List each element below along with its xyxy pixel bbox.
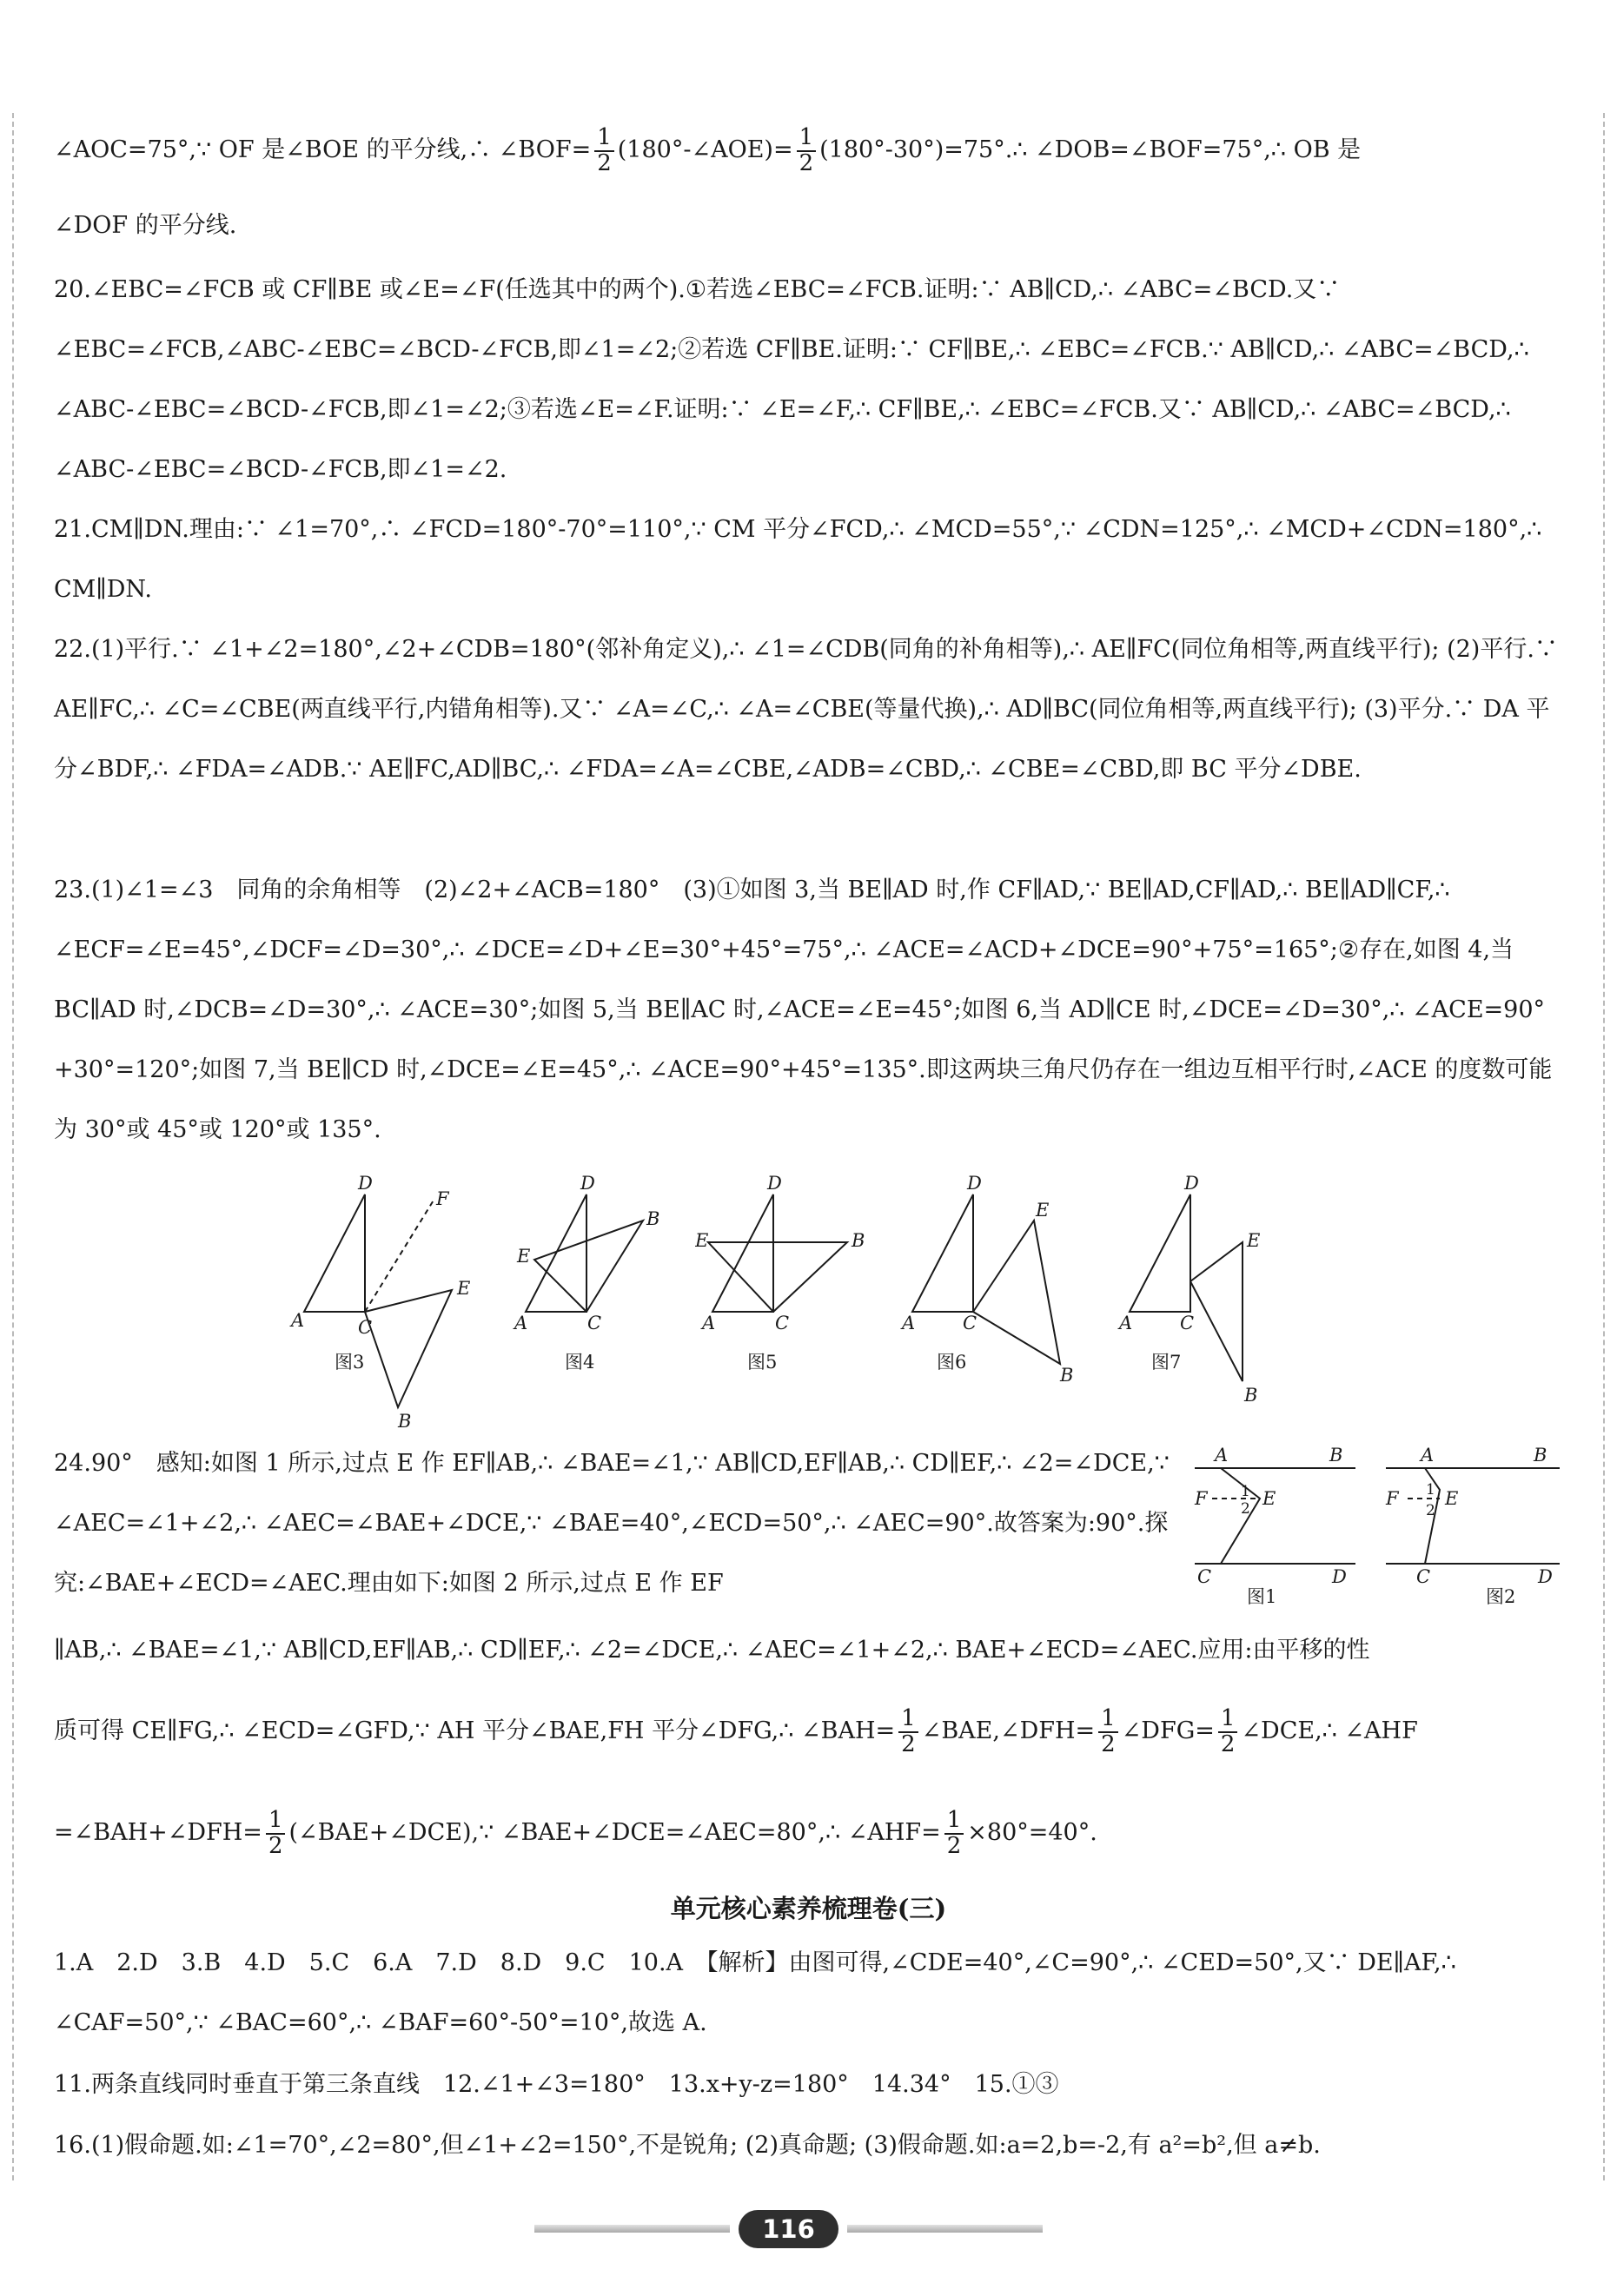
fig6-label-B: B <box>1060 1365 1074 1386</box>
fig4-label-B: B <box>646 1208 660 1229</box>
figure-7 <box>1112 1168 1329 1429</box>
fig1-label-F: F <box>1195 1488 1208 1509</box>
figure-3 <box>287 1168 504 1429</box>
fig2-caption: 图2 <box>1486 1586 1516 1607</box>
footer-bar-right <box>847 2225 1043 2233</box>
fig2-label-B: B <box>1534 1445 1547 1466</box>
fig1-label-C: C <box>1197 1566 1212 1587</box>
fig3-label-E: E <box>457 1278 471 1299</box>
fig4-label-D: D <box>580 1173 595 1194</box>
fig2-angle-2: 2 <box>1426 1502 1435 1519</box>
right-dashed-border <box>1603 113 1605 2180</box>
answer-19-line2: ∠DOF 的平分线. <box>54 212 237 239</box>
answer-16: 16.(1)假命题.如:∠1=70°,∠2=80°,但∠1+∠2=150°,不是锐角; (2)真命题; (3)假命题.如:a=2,b=-2,有 a²=b²,但 a≠b. <box>54 2132 1321 2159</box>
fraction: $\frac{1}{2}$ <box>1218 1707 1238 1757</box>
fig4-caption: 图4 <box>565 1352 595 1373</box>
fig2-angle-1: 1 <box>1426 1481 1435 1499</box>
fig5-label-C: C <box>775 1313 790 1333</box>
fig6-label-C: C <box>963 1313 977 1333</box>
fig2-label-F: F <box>1386 1488 1399 1509</box>
fraction: $\frac{1}{2}$ <box>266 1809 286 1858</box>
footer-bar-left <box>534 2225 730 2233</box>
page-footer <box>0 2207 1617 2250</box>
fig3-label-D: D <box>358 1173 373 1194</box>
answer-24-part3: 质可得 CE∥FG,∴ ∠ECD=∠GFD,∵ AH 平分∠BAE,FH 平分∠DFG,∴ ∠BAH= $\frac{1}{2}$ ∠BAE,∠DFH= $\frac{1}{2}$ ∠DFG= $\frac{1}{2}$ ∠DCE,∴ ∠AHF <box>54 1705 1418 1757</box>
fig3-label-C: C <box>358 1317 373 1338</box>
fig7-label-E: E <box>1247 1230 1261 1251</box>
fig4-label-E: E <box>517 1246 531 1267</box>
fig5-caption: 图5 <box>747 1352 778 1373</box>
fig2-label-C: C <box>1416 1566 1431 1587</box>
figures-3-to-7 <box>287 1168 1329 1429</box>
answer-24-part2: ∥AB,∴ ∠BAE=∠1,∵ AB∥CD,EF∥AB,∴ CD∥EF,∴ ∠2=∠DCE,∴ ∠AEC=∠1+∠2,∴ BAE+∠ECD=∠AEC.应用:由平移的性 <box>54 1637 1370 1664</box>
fig5-label-D: D <box>767 1173 782 1194</box>
fig6-label-E: E <box>1036 1200 1050 1221</box>
figure-6 <box>895 1168 1103 1429</box>
fig3-caption: 图3 <box>335 1352 365 1373</box>
answer-19: ∠AOC=75°,∵ OF 是∠BOE 的平分线,∴ ∠BOF= $\frac{1}{2}$ (180°-∠AOE)= $\frac{1}{2}$ (180°-30°)=75°.∴ ∠DOB=∠BOF=75°,∴ OB 是 <box>54 124 1362 176</box>
fig7-caption: 图7 <box>1151 1352 1182 1373</box>
fig2-label-D: D <box>1538 1566 1553 1587</box>
section-title: 单元核心素养梳理卷(三) <box>670 1894 947 1923</box>
fig5-label-E: E <box>695 1230 709 1251</box>
fig1-label-B: B <box>1329 1445 1343 1466</box>
figure-1 <box>1186 1442 1368 1616</box>
fraction: $\frac{1}{2}$ <box>944 1809 964 1858</box>
fig6-caption: 图6 <box>937 1352 967 1373</box>
answer-22: 22.(1)平行.∵ ∠1+∠2=180°,∠2+∠CDB=180°(邻补角定义),∴ ∠1=∠CDB(同角的补角相等),∴ AE∥FC(同位角相等,两直线平行); (2)平行.∵ AE∥FC,∴ ∠C=∠CBE(两直线平行,内错角相等).又∵ ∠A=∠C,∴ ∠A=∠CBE(等量代换),∴ AD∥BC(同位角相等,两直线平行); (3)平分.∵ DA 平分∠BDF,∴ ∠FDA=∠ADB.∵ AE∥FC,AD∥BC,∴ ∠FDA=∠A=∠CBE,∠ADB=∠CBD,∴ ∠CBE=∠CBD,即 BC 平分∠DBE. <box>54 636 1558 783</box>
fig4-label-C: C <box>587 1313 602 1333</box>
fig1-label-D: D <box>1332 1566 1347 1587</box>
fig1-angle-1: 1 <box>1241 1483 1250 1500</box>
figure-2 <box>1377 1442 1577 1616</box>
fig2-label-E: E <box>1445 1488 1459 1509</box>
fig7-label-D: D <box>1184 1173 1199 1194</box>
answers-1-10: 1.A 2.D 3.B 4.D 5.C 6.A 7.D 8.D 9.C 10.A 【解析】由图可得,∠CDE=40°,∠C=90°,∴ ∠CED=50°,又∵ DE∥AF,∴ ∠CAF=50°,∵ ∠BAC=60°,∴ ∠BAF=60°-50°=10°,故选 A. <box>54 1949 1456 2036</box>
answer-20: 20.∠EBC=∠FCB 或 CF∥BE 或∠E=∠F(任选其中的两个).①若选∠EBC=∠FCB.证明:∵ AB∥CD,∴ ∠ABC=∠BCD.又∵ ∠EBC=∠FCB,∠ABC-∠EBC=∠BCD-∠FCB,即∠1=∠2;②若选 CF∥BE.证明:∵ CF∥BE,∴ ∠EBC=∠FCB.∵ AB∥CD,∴ ∠ABC=∠BCD,∴ ∠ABC-∠EBC=∠BCD-∠FCB,即∠1=∠2;③若选∠E=∠F.证明:∵ ∠E=∠F,∴ CF∥BE,∴ ∠EBC=∠FCB.又∵ AB∥CD,∴ ∠ABC=∠BCD,∴ ∠ABC-∠EBC=∠BCD-∠FCB,即∠1=∠2. <box>54 276 1529 483</box>
fig3-label-B: B <box>398 1411 412 1429</box>
answer-21: 21.CM∥DN.理由:∵ ∠1=70°,∴ ∠FCD=180°-70°=110°,∵ CM 平分∠FCD,∴ ∠MCD=55°,∵ ∠CDN=125°,∴ ∠MCD+∠CDN=180°,∴ CM∥DN. <box>54 516 1542 603</box>
fig5-label-A: A <box>702 1313 716 1333</box>
answers-11-15: 11.两条直线同时垂直于第三条直线 12.∠1+∠3=180° 13.x+y-z=180° 14.34° 15.①③ <box>54 2071 1059 2098</box>
fraction: $\frac{1}{2}$ <box>797 126 817 175</box>
fig6-label-D: D <box>967 1173 982 1194</box>
fig4-label-A: A <box>514 1313 528 1333</box>
page-number: 116 <box>739 2210 838 2248</box>
figure-5 <box>695 1168 886 1429</box>
answer-23: 23.(1)∠1=∠3 同角的余角相等 (2)∠2+∠ACB=180° (3)①如图 3,当 BE∥AD 时,作 CF∥AD,∵ BE∥AD,CF∥AD,∴ BE∥AD∥CF,∴ ∠ECF=∠E=45°,∠DCF=∠D=30°,∴ ∠DCE=∠D+∠E=30°+45°=75°,∴ ∠ACE=∠ACD+∠DCE=90°+75°=165°;②存在,如图 4,当 BC∥AD 时,∠DCB=∠D=30°,∴ ∠ACE=30°;如图 5,当 BE∥AC 时,∠ACE=∠E=45°;如图 6,当 AD∥CE 时,∠DCE=∠D=30°,∴ ∠ACE=90°+30°=120°;如图 7,当 BE∥CD 时,∠DCE=∠E=45°,∴ ∠ACE=90°+45°=135°.即这两块三角尺仍存在一组边互相平行时,∠ACE 的度数可能为 30°或 45°或 120°或 135°. <box>54 877 1553 1143</box>
fig3-label-F: F <box>436 1188 449 1209</box>
fig5-label-B: B <box>852 1230 865 1251</box>
fig3-label-A: A <box>291 1310 305 1331</box>
fig7-label-A: A <box>1119 1313 1133 1333</box>
fig1-label-E: E <box>1262 1488 1276 1509</box>
figures-1-2 <box>1186 1442 1577 1616</box>
answer-24-part1: 24.90° 感知:如图 1 所示,过点 E 作 EF∥AB,∴ ∠BAE=∠1,∵ AB∥CD,EF∥AB,∴ CD∥EF,∴ ∠2=∠DCE,∵ ∠AEC=∠1+∠2,∴ ∠AEC=∠BAE+∠DCE,∵ ∠BAE=40°,∠ECD=50°,∴ ∠AEC=90°.故答案为:90°.探究:∠BAE+∠ECD=∠AEC.理由如下:如图 2 所示,过点 E 作 EF <box>54 1450 1170 1597</box>
figure-4 <box>504 1168 678 1429</box>
fig1-caption: 图1 <box>1247 1586 1277 1607</box>
fraction: $\frac{1}{2}$ <box>898 1707 918 1757</box>
fig6-label-A: A <box>902 1313 916 1333</box>
fig7-label-B: B <box>1244 1385 1258 1406</box>
fig1-label-A: A <box>1215 1445 1229 1466</box>
fraction: $\frac{1}{2}$ <box>594 126 614 175</box>
answer-24-part4: =∠BAH+∠DFH= $\frac{1}{2}$ (∠BAE+∠DCE),∵ ∠BAE+∠DCE=∠AEC=80°,∴ ∠AHF= $\frac{1}{2}$ ×80°=40°. <box>54 1807 1097 1859</box>
fig2-label-A: A <box>1421 1445 1435 1466</box>
fig1-angle-2: 2 <box>1241 1500 1250 1518</box>
left-dashed-border <box>12 113 14 2180</box>
fig7-label-C: C <box>1180 1313 1195 1333</box>
fraction: $\frac{1}{2}$ <box>1098 1707 1118 1757</box>
